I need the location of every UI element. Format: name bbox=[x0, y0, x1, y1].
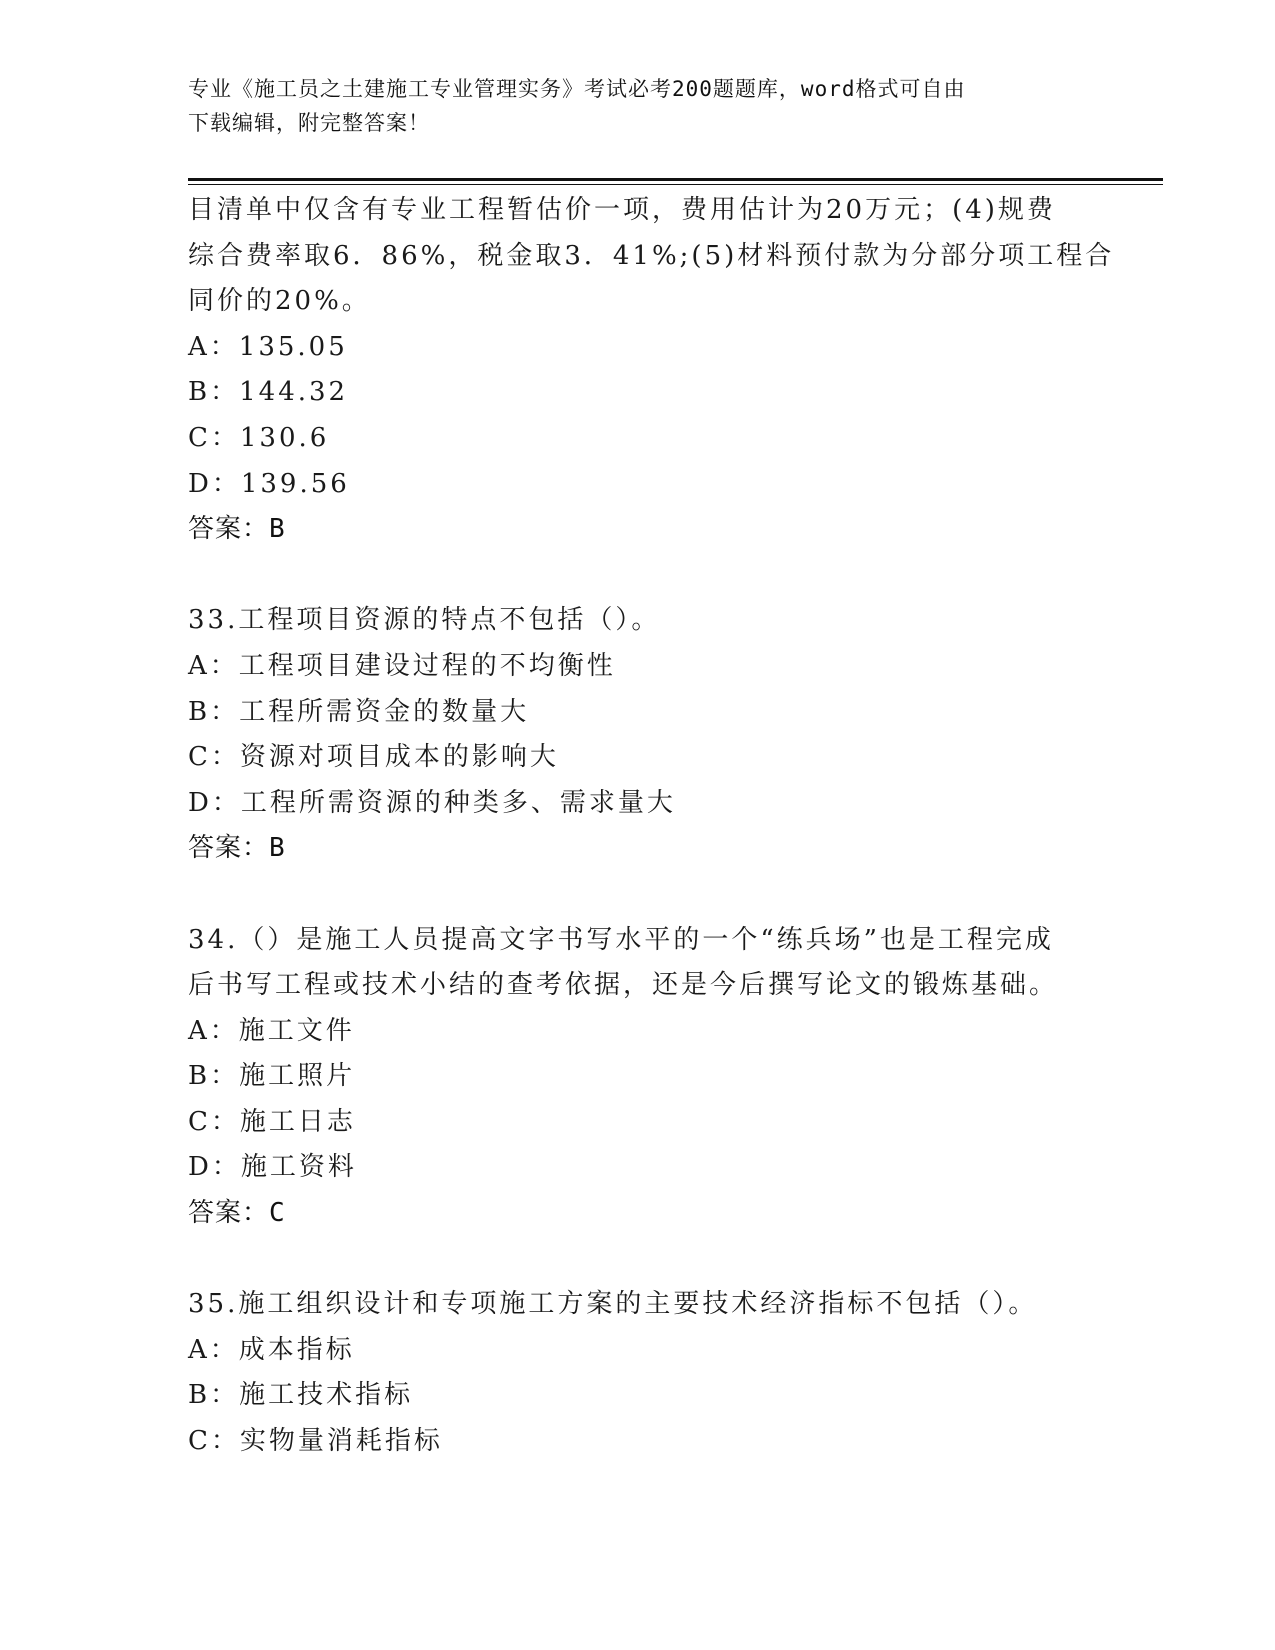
question-stem-line: 同价的20%。 bbox=[188, 286, 371, 317]
option-a: A：施工文件 bbox=[188, 1015, 355, 1046]
question-stem: 33.工程项目资源的特点不包括（）。 bbox=[188, 605, 661, 636]
question-32-continuation bbox=[188, 188, 1115, 553]
spacer bbox=[188, 553, 1088, 599]
question-stem: 34.（）是施工人员提高文字书写水平的一个“练兵场”也是工程完成 bbox=[188, 924, 1054, 955]
spacer bbox=[188, 1237, 1088, 1283]
answer-line: 答案：B bbox=[188, 514, 286, 545]
option-c: C：实物量消耗指标 bbox=[188, 1426, 443, 1457]
option-a: A：135.05 bbox=[188, 331, 348, 362]
header-line-1: 专业《施工员之土建施工专业管理实务》考试必考200题题库，word格式可自由 bbox=[188, 77, 966, 101]
question-35 bbox=[188, 1282, 1088, 1464]
option-a: A：成本指标 bbox=[188, 1334, 355, 1365]
option-b: B：工程所需资金的数量大 bbox=[188, 696, 530, 727]
question-stem-line: 目清单中仅含有专业工程暂估价一项，费用估计为20万元；(4)规费 bbox=[188, 195, 1056, 225]
document-header bbox=[188, 72, 1068, 140]
option-b: B：施工照片 bbox=[188, 1061, 356, 1092]
option-b: B：施工技术指标 bbox=[188, 1380, 414, 1411]
header-divider-thick bbox=[188, 178, 1163, 181]
answer-line: 答案：B bbox=[188, 833, 286, 864]
header-divider-thin bbox=[188, 184, 1163, 185]
question-stem: 后书写工程或技术小结的查考依据，还是今后撰写论文的锻炼基础。 bbox=[188, 970, 1059, 1001]
option-a: A：工程项目建设过程的不均衡性 bbox=[188, 650, 616, 681]
question-stem-line: 综合费率取6．86%，税金取3．41%;(5)材料预付款为分部分项工程合 bbox=[188, 240, 1115, 271]
question-content bbox=[188, 188, 1115, 1465]
option-b: B：144.32 bbox=[188, 377, 349, 408]
option-d: D：施工资料 bbox=[188, 1152, 357, 1183]
header-line-2: 下载编辑，附完整答案！ bbox=[188, 111, 430, 135]
question-stem: 35.施工组织设计和专项施工方案的主要技术经济指标不包括（）。 bbox=[188, 1289, 1038, 1320]
option-c: C：资源对项目成本的影响大 bbox=[188, 742, 559, 773]
answer-line: 答案：C bbox=[188, 1198, 286, 1229]
option-d: D：工程所需资源的种类多、需求量大 bbox=[188, 787, 676, 818]
option-c: C：130.6 bbox=[188, 422, 330, 453]
option-d: D：139.56 bbox=[188, 468, 350, 499]
option-c: C：施工日志 bbox=[188, 1106, 356, 1137]
spacer bbox=[188, 872, 1088, 918]
question-33 bbox=[188, 598, 1088, 872]
question-34 bbox=[188, 918, 1088, 1237]
